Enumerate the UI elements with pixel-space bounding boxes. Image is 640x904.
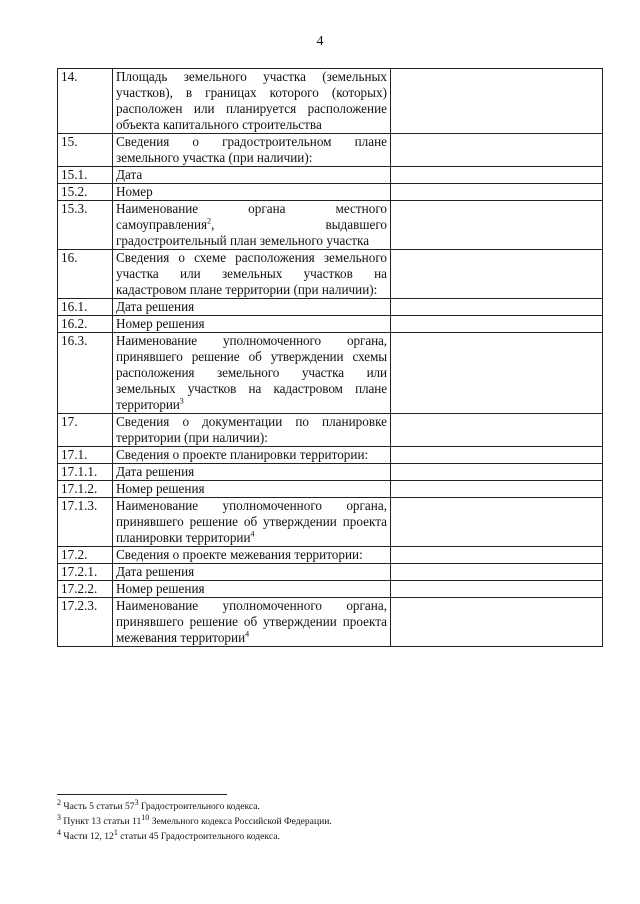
row-number: 15. <box>58 134 113 167</box>
table-row <box>58 134 603 167</box>
row-label-text: Дата <box>116 167 143 182</box>
row-label-text: Номер решения <box>116 316 205 331</box>
row-label-text: Номер <box>116 184 153 199</box>
row-number: 15.2. <box>58 184 113 201</box>
footnote-reference: 2 <box>207 216 212 226</box>
footnote-text-sup: 1 <box>113 827 118 837</box>
row-label <box>113 481 391 498</box>
table-row <box>58 201 603 250</box>
row-label <box>113 250 391 299</box>
footnote-reference: 4 <box>250 529 255 539</box>
row-label-text: Наименование уполномоченного органа, принявшего решение об утверждении проекта межевания территории <box>116 598 387 645</box>
row-label <box>113 447 391 464</box>
footnote-text: Часть 5 статьи 57 <box>61 801 135 812</box>
table-row <box>58 547 603 564</box>
footnote-reference: 4 <box>245 629 250 639</box>
table-row <box>58 564 603 581</box>
page-number: 4 <box>316 34 324 49</box>
row-label-text: Сведения о проекте планировки территории: <box>116 447 369 462</box>
row-label-text: Наименование уполномоченного органа, принявшего решение об утверждении схемы расположения земельного участка или земельных участков на кадастровом плане территории <box>116 333 387 412</box>
row-number: 15.3. <box>58 201 113 250</box>
footnote-separator <box>57 794 227 795</box>
row-label <box>113 184 391 201</box>
table-row <box>58 250 603 299</box>
row-label <box>113 564 391 581</box>
table-row <box>58 184 603 201</box>
row-label-text: Номер решения <box>116 481 205 496</box>
footnote-text-tail: Земельного кодекса Российской Федерации. <box>149 816 332 827</box>
table-row <box>58 316 603 333</box>
row-label <box>113 498 391 547</box>
row-value-cell[interactable] <box>391 414 603 447</box>
footnote-mark: 2 <box>57 797 61 807</box>
row-label-text: Дата решения <box>116 564 195 579</box>
table-row <box>58 581 603 598</box>
row-number: 15.1. <box>58 167 113 184</box>
row-label-text: Дата решения <box>116 299 195 314</box>
table-row <box>58 498 603 547</box>
row-number: 17.1. <box>58 447 113 464</box>
footnote-reference: 3 <box>179 396 184 406</box>
table-row <box>58 598 603 647</box>
table-row <box>58 464 603 481</box>
row-label-text: Наименование уполномоченного органа, принявшего решение об утверждении проекта планировки территории <box>116 498 387 545</box>
footnote-mark: 3 <box>57 812 61 822</box>
row-number: 16.1. <box>58 299 113 316</box>
row-label <box>113 167 391 184</box>
row-label <box>113 201 391 250</box>
row-value-cell[interactable] <box>391 69 603 134</box>
row-number: 17. <box>58 414 113 447</box>
row-label-text: Площадь земельного участка (земельных участков), в границах которого (которых) расположен или планируется расположение объекта капитального строительства <box>116 69 387 132</box>
row-label-text: Сведения о проекте межевания территории: <box>116 547 363 562</box>
footnote <box>57 829 597 844</box>
footnote-text: Пункт 13 статьи 11 <box>61 816 142 827</box>
row-value-cell[interactable] <box>391 184 603 201</box>
footnote <box>57 799 597 814</box>
footnote-text-sup: 10 <box>141 812 150 822</box>
row-value-cell[interactable] <box>391 564 603 581</box>
footnote-text: Части 12, 12 <box>61 831 114 842</box>
row-label <box>113 134 391 167</box>
row-number: 17.2.2. <box>58 581 113 598</box>
table-row <box>58 167 603 184</box>
row-value-cell[interactable] <box>391 134 603 167</box>
row-label-text: Наименование органа местного самоуправления <box>116 201 387 232</box>
footnote-text-tail: Градостроительного кодекса. <box>138 801 260 812</box>
row-label-text: Дата решения <box>116 464 195 479</box>
row-value-cell[interactable] <box>391 598 603 647</box>
footnote-text-tail: статьи 45 Градостроительного кодекса. <box>117 831 280 842</box>
row-label-text: Сведения о документации по планировке территории (при наличии): <box>116 414 387 445</box>
row-value-cell[interactable] <box>391 316 603 333</box>
row-label <box>113 581 391 598</box>
row-label <box>113 414 391 447</box>
row-label-text: Сведения о схеме расположения земельного участка или земельных участков на кадастровом плане территории (при наличии): <box>116 250 387 297</box>
table-row <box>58 69 603 134</box>
row-label <box>113 333 391 414</box>
row-number: 17.1.2. <box>58 481 113 498</box>
row-value-cell[interactable] <box>391 201 603 250</box>
row-label <box>113 69 391 134</box>
footnotes <box>57 799 597 844</box>
row-number: 17.2. <box>58 547 113 564</box>
row-label <box>113 464 391 481</box>
row-number: 16.3. <box>58 333 113 414</box>
row-number: 16. <box>58 250 113 299</box>
row-label <box>113 547 391 564</box>
row-label-text-tail: , выдавшего градостроительный план земельного участка <box>116 217 387 248</box>
row-value-cell[interactable] <box>391 581 603 598</box>
row-number: 17.1.3. <box>58 498 113 547</box>
row-value-cell[interactable] <box>391 447 603 464</box>
row-number: 14. <box>58 69 113 134</box>
row-number: 17.2.3. <box>58 598 113 647</box>
table-row <box>58 447 603 464</box>
row-value-cell[interactable] <box>391 333 603 414</box>
row-value-cell[interactable] <box>391 250 603 299</box>
row-value-cell[interactable] <box>391 464 603 481</box>
row-number: 17.2.1. <box>58 564 113 581</box>
row-value-cell[interactable] <box>391 481 603 498</box>
application-form-table <box>57 68 603 647</box>
table-row <box>58 414 603 447</box>
footnote <box>57 814 597 829</box>
row-label <box>113 299 391 316</box>
row-value-cell[interactable] <box>391 498 603 547</box>
table-row <box>58 333 603 414</box>
table-row <box>58 299 603 316</box>
row-label <box>113 598 391 647</box>
row-number: 16.2. <box>58 316 113 333</box>
table-row <box>58 481 603 498</box>
footnote-text-sup: 3 <box>134 797 139 807</box>
row-value-cell[interactable] <box>391 547 603 564</box>
row-value-cell[interactable] <box>391 299 603 316</box>
row-number: 17.1.1. <box>58 464 113 481</box>
row-label-text: Сведения о градостроительном плане земельного участка (при наличии): <box>116 134 387 165</box>
row-value-cell[interactable] <box>391 167 603 184</box>
footnote-mark: 4 <box>57 827 61 837</box>
row-label-text: Номер решения <box>116 581 205 596</box>
row-label <box>113 316 391 333</box>
